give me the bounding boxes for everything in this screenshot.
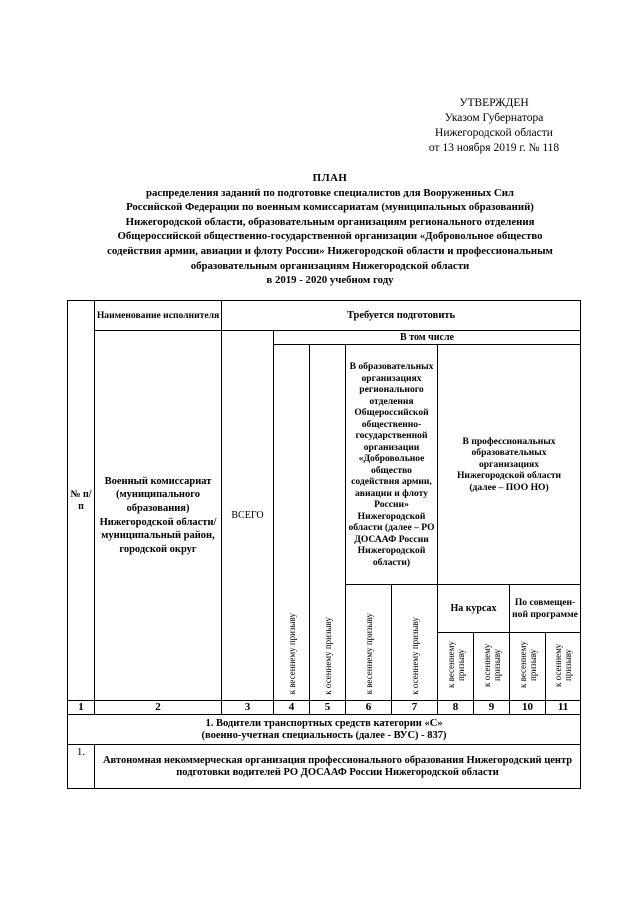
section-heading	[68, 715, 581, 745]
heading-line: в 2019 - 2020 учебном году	[266, 274, 394, 287]
document-title: ПЛАН	[312, 172, 348, 184]
column-number: 1	[68, 701, 95, 715]
table-row	[68, 745, 581, 789]
column-numbers-row	[68, 701, 581, 715]
autumn-column-header: к осеннему призыву	[310, 345, 346, 701]
approval-line: Нижегородской области	[435, 127, 553, 139]
column-number: 7	[392, 701, 438, 715]
document-heading	[75, 171, 585, 288]
total-header: ВСЕГО	[222, 331, 274, 701]
column-number: 4	[274, 701, 310, 715]
heading-line: распределения заданий по подготовке специалистов для Вооруженных Сил	[146, 186, 514, 199]
combined-autumn-header: к осеннему призыву	[546, 633, 581, 701]
approval-date: от 13 ноября 2019 г. № 118	[428, 142, 560, 154]
row-number: 1.	[68, 745, 95, 789]
dosaaf-spring-header: к весеннему призыву	[346, 585, 392, 701]
required-header: Требуется подготовить	[222, 301, 581, 331]
courses-header: На курсах	[438, 585, 510, 633]
column-name-body: Военный комиссариат (муниципального образования) Нижегородской области/ муниципальный район, городской округ	[95, 331, 222, 701]
courses-spring-header: к весеннему призыву	[438, 633, 474, 701]
column-number: 10	[510, 701, 546, 715]
column-number: 9	[474, 701, 510, 715]
column-number: 6	[346, 701, 392, 715]
dosaaf-autumn-header: к осеннему призыву	[392, 585, 438, 701]
including-header: В том числе	[274, 331, 581, 345]
column-number: 5	[310, 701, 346, 715]
heading-line: Общероссийской общественно-государственной организации «Добровольное общество	[117, 230, 543, 243]
approval-line: Указом Губернатора	[444, 112, 544, 124]
poo-header: В профессиональных образовательных организациях Нижегородской области (далее – ПОО НО)	[438, 345, 581, 585]
combined-spring-header: к весеннему призыву	[510, 633, 546, 701]
column-number: 11	[546, 701, 581, 715]
courses-autumn-header: к осеннему призыву	[474, 633, 510, 701]
heading-line: образовательным организациям Нижегородской области	[190, 259, 470, 272]
section-title: 1. Водители транспортных средств категории «С»	[205, 718, 443, 729]
column-number: 3	[222, 701, 274, 715]
plan-table	[67, 300, 581, 789]
column-number: 8	[438, 701, 474, 715]
combined-header: По совмещен-ной программе	[510, 585, 581, 633]
dosaaf-header: В образовательных организациях регионального отделения Общероссийской общественно-государственной организации «Добровольное общество содействия армии, авиации и флоту России» Нижегородской области (далее – РО ДОСААФ России Нижегородской области)	[346, 345, 438, 585]
approval-line: УТВЕРЖДЕН	[459, 97, 529, 109]
column-name-header: Наименование исполнителя	[95, 301, 222, 331]
section-subtitle: (военно-учетная специальность (далее - ВУС) - 837)	[201, 729, 447, 741]
heading-line: Нижегородской области, образовательным организациям регионального отделения	[125, 215, 535, 228]
heading-line: Российской Федерации по военным комиссариатам (муниципальных образований)	[126, 201, 534, 214]
column-number: 2	[95, 701, 222, 715]
spring-column-header: к весеннему призыву	[274, 345, 310, 701]
organization-name: Автономная некоммерческая организация профессионального образования Нижегородский центр подготовки водителей РО ДОСААФ России Нижегородской области	[95, 745, 581, 789]
heading-line: содействия армии, авиации и флоту России» Нижегородской области и профессиональным	[107, 244, 553, 257]
column-number-header: № п/п	[68, 301, 95, 701]
approval-stamp	[405, 96, 583, 156]
